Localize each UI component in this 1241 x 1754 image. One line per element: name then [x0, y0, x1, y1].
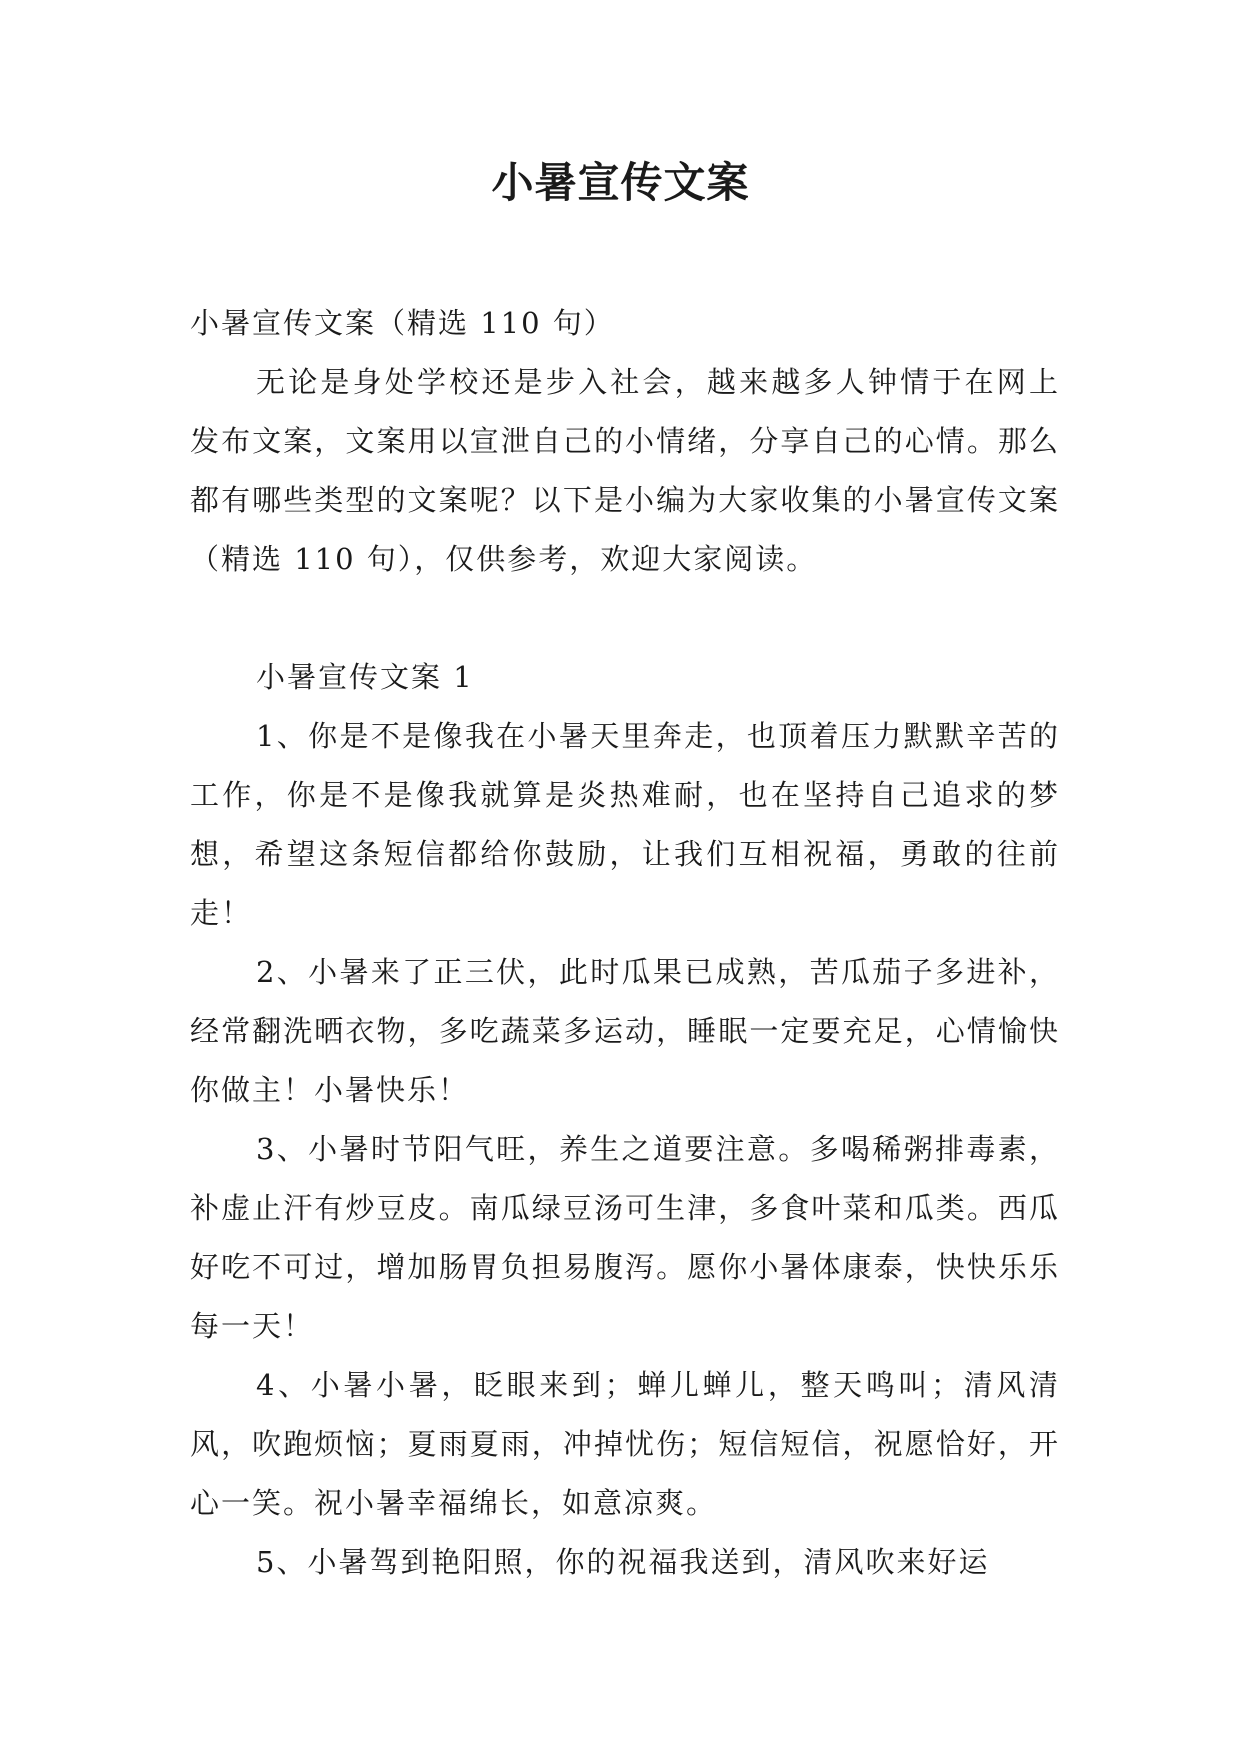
document-subtitle: 小暑宣传文案（精选 110 句）: [190, 306, 615, 340]
list-item: 1、你是不是像我在小暑天里奔走，也顶着压力默默辛苦的工作，你是不是像我就算是炎热难耐，也在坚持自己追求的梦想，希望这条短信都给你鼓励，让我们互相祝福，勇敢的往前走！: [190, 719, 1060, 930]
document-body: [190, 294, 1060, 1592]
document-title: 小暑宣传文案: [491, 158, 750, 207]
section-heading: 小暑宣传文案 1: [256, 660, 474, 694]
list-item: 5、小暑驾到艳阳照，你的祝福我送到，清风吹来好运: [256, 1545, 990, 1579]
list-item: 3、小暑时节阳气旺，养生之道要注意。多喝稀粥排毒素，补虚止汗有炒豆皮。南瓜绿豆汤可生津，多食叶菜和瓜类。西瓜好吃不可过，增加肠胃负担易腹泻。愿你小暑体康泰，快快乐乐每一天！: [190, 1132, 1060, 1343]
list-item: 2、小暑来了正三伏，此时瓜果已成熟，苦瓜茄子多进补，经常翻洗晒衣物，多吃蔬菜多运动，睡眠一定要充足，心情愉快你做主！小暑快乐！: [190, 955, 1060, 1107]
list-item: 4、小暑小暑，眨眼来到；蝉儿蝉儿，整天鸣叫；清风清风，吹跑烦恼；夏雨夏雨，冲掉忧伤；短信短信，祝愿恰好，开心一笑。祝小暑幸福绵长，如意凉爽。: [190, 1368, 1060, 1520]
intro-paragraph: 无论是身处学校还是步入社会，越来越多人钟情于在网上发布文案，文案用以宣泄自己的小情绪，分享自己的心情。那么都有哪些类型的文案呢？以下是小编为大家收集的小暑宣传文案（精选 110 句），仅供参考，欢迎大家阅读。: [190, 365, 1060, 576]
paragraph-spacer: [190, 589, 1060, 648]
